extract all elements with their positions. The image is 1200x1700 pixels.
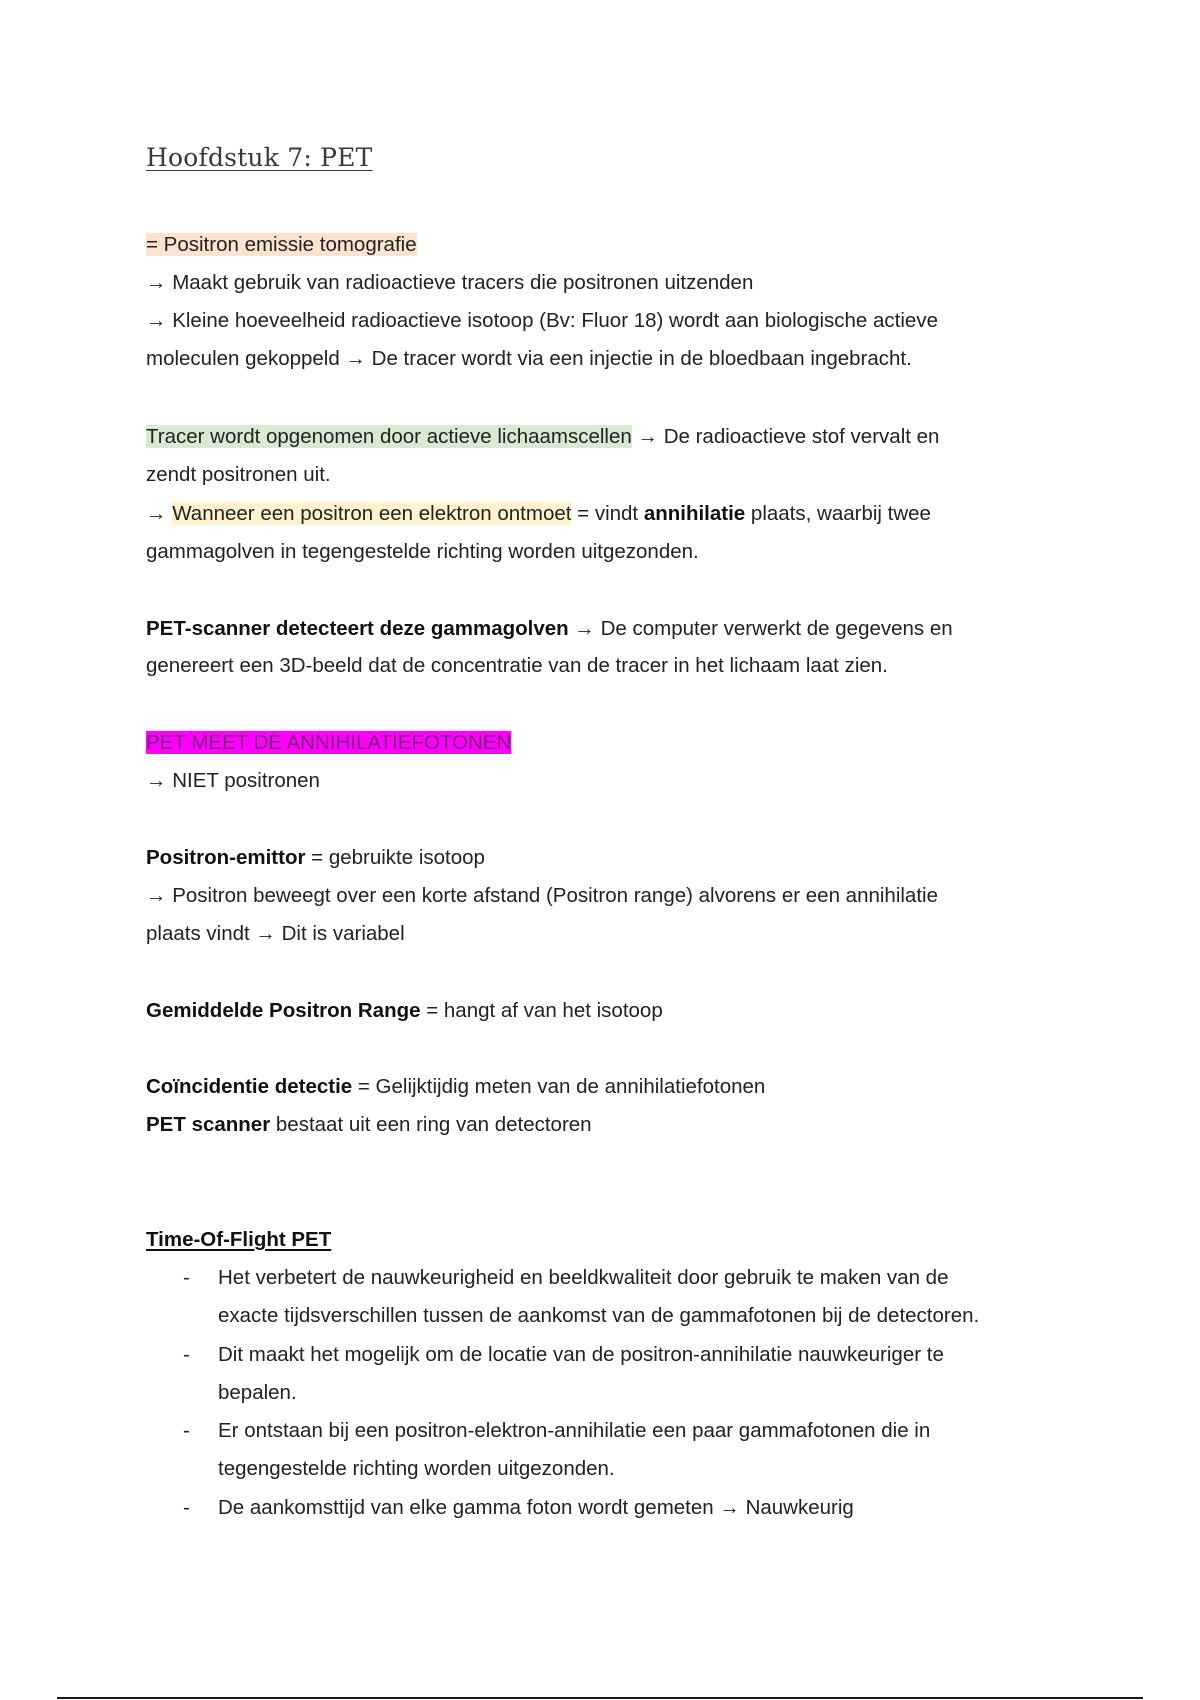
bold-term: Gemiddelde Positron Range	[146, 999, 421, 1022]
highlight-key-statement: PET MEET DE ANNIHILATIEFOTONEN	[146, 731, 512, 754]
text-line: → NIET positronen	[146, 769, 320, 792]
annihilation-line	[146, 500, 931, 528]
text-span: bestaat uit een ring van detectoren	[270, 1113, 592, 1136]
text-line: moleculen gekoppeld → De tracer wordt via een injectie in de bloedbaan ingebracht.	[146, 347, 912, 370]
text-line: gammagolven in tegengestelde richting worden uitgezonden.	[146, 540, 699, 563]
bullet-item: Het verbetert de nauwkeurigheid en beeldkwaliteit door gebruik te maken van de	[218, 1266, 949, 1289]
highlight-encounter: Wanneer een positron een elektron ontmoet	[172, 502, 572, 525]
text-line: → Maakt gebruik van radioactieve tracers die positronen uitzenden	[146, 271, 754, 294]
bullet-dash: -	[183, 1496, 190, 1519]
bold-term: Positron-emittor	[146, 846, 306, 869]
text-line: → Positron beweegt over een korte afstand (Positron range) alvorens er een annihilatie	[146, 884, 938, 907]
text-line: → Kleine hoeveelheid radioactieve isotoop (Bv: Fluor 18) wordt aan biologische actieve	[146, 309, 938, 332]
text-line: zendt positronen uit.	[146, 463, 331, 486]
page-bottom-rule	[57, 1697, 1143, 1699]
text-line: plaats vindt → Dit is variabel	[146, 922, 405, 945]
bullet-dash: -	[183, 1419, 190, 1442]
tof-heading: Time-Of-Flight PET	[146, 1228, 332, 1251]
text-span: = vindt	[571, 502, 644, 525]
scanner-line	[146, 615, 953, 643]
emittor-line	[146, 844, 485, 872]
bullet-item: De aankomsttijd van elke gamma foton wordt gemeten → Nauwkeurig	[218, 1496, 854, 1519]
tracer-line	[146, 423, 939, 451]
bullet-dash: -	[183, 1343, 190, 1366]
bullet-item-cont: exacte tijdsverschillen tussen de aankomst van de gammafotonen bij de detectoren.	[218, 1304, 980, 1327]
coincidence-line	[146, 1073, 765, 1101]
bullet-item-cont: tegengestelde richting worden uitgezonden.	[218, 1457, 615, 1480]
text-span: = gebruikte isotoop	[305, 846, 485, 869]
bold-term: PET scanner	[146, 1113, 271, 1136]
bullet-dash: -	[183, 1266, 190, 1289]
highlight-definition: = Positron emissie tomografie	[146, 233, 417, 256]
text-span: → De computer verwerkt de gegevens en	[568, 617, 953, 640]
highlight-tracer: Tracer wordt opgenomen door actieve lichaamscellen	[146, 425, 632, 448]
text-span: = Gelijktijdig meten van de annihilatiefotonen	[352, 1075, 766, 1098]
section-heading	[146, 1226, 331, 1254]
text-span: → De radioactieve stof vervalt en	[631, 425, 940, 448]
text-span: = hangt af van het isotoop	[420, 999, 663, 1022]
bullet-item: Dit maakt het mogelijk om de locatie van de positron-annihilatie nauwkeuriger te	[218, 1343, 944, 1366]
bold-term: Coïncidentie detectie	[146, 1075, 353, 1098]
ring-line	[146, 1111, 592, 1139]
page-title: Hoofdstuk 7: PET	[146, 143, 373, 172]
bold-term: annihilatie	[643, 502, 746, 525]
range-line	[146, 997, 663, 1025]
bullet-item: Er ontstaan bij een positron-elektron-annihilatie een paar gammafotonen die in	[218, 1419, 931, 1442]
bullet-item-cont: bepalen.	[218, 1381, 297, 1404]
arrow-span: →	[146, 502, 173, 525]
definition-line	[146, 231, 417, 259]
key-statement-line	[146, 729, 511, 757]
text-span: plaats, waarbij twee	[745, 502, 931, 525]
text-line: genereert een 3D-beeld dat de concentratie van de tracer in het lichaam laat zien.	[146, 654, 888, 677]
bold-term: PET-scanner detecteert deze gammagolven	[146, 617, 569, 640]
